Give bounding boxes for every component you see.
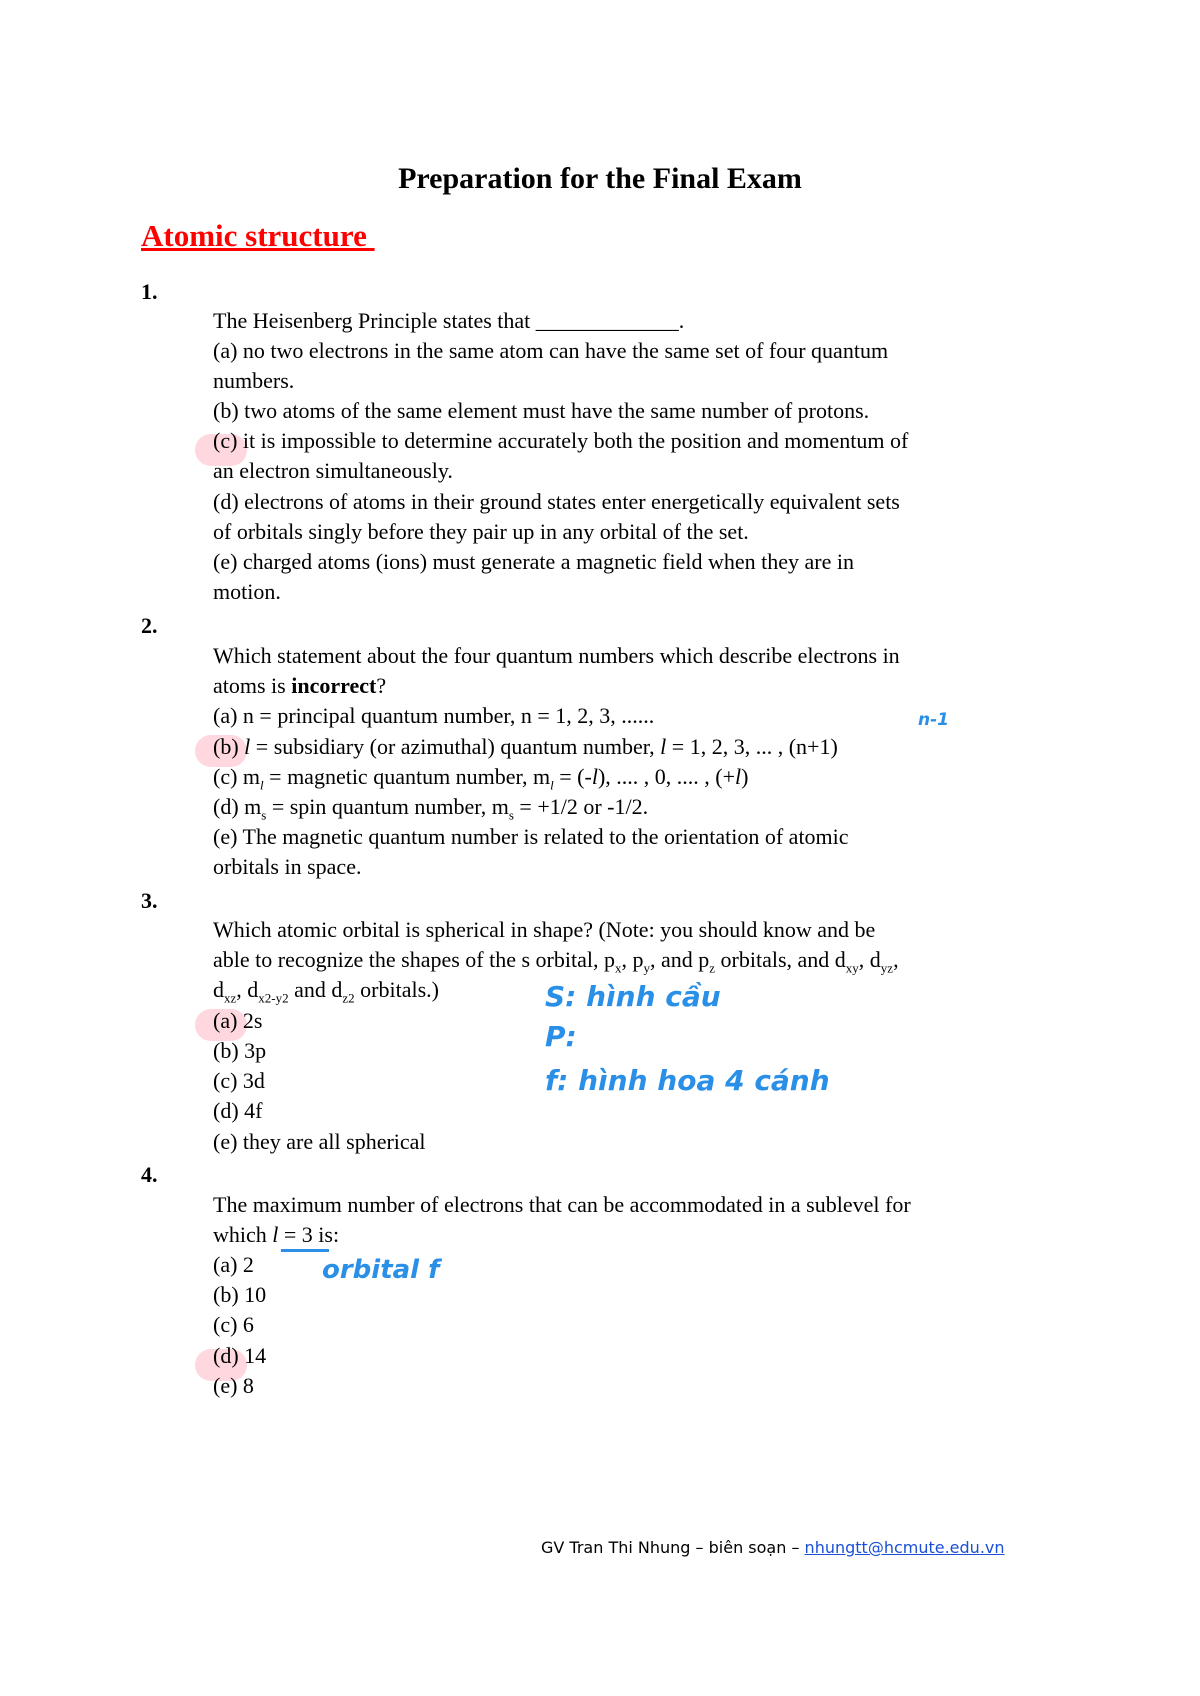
option-subscript: s — [508, 807, 514, 823]
stem-text: able to recognize the shapes of the s orbital, p — [213, 947, 615, 972]
question-stem: The maximum number of electrons that can be accommodated in a sublevel for — [213, 1192, 911, 1217]
stem-text: atoms is — [213, 673, 292, 698]
answer-option: (c) 6 — [213, 1312, 254, 1337]
answer-option: (a) 2s — [213, 1008, 263, 1033]
option-text: (c) m — [213, 764, 261, 789]
option-subscript: l — [550, 777, 554, 793]
answer-option: (d) electrons of atoms in their ground states enter energetically equivalent sets — [213, 489, 900, 514]
handwritten-note: orbital f — [322, 1255, 440, 1285]
stem-subscript: yz — [880, 960, 894, 976]
answer-option: (b) 10 — [213, 1282, 267, 1307]
answer-option: (e) charged atoms (ions) must generate a magnetic field when they are in — [213, 549, 855, 574]
stem-text: = 3 is: — [278, 1222, 340, 1247]
handwritten-note: S: hình cầu — [545, 980, 721, 1013]
stem-subscript: xz — [224, 990, 237, 1006]
answer-option: (b) two atoms of the same element must have the same number of protons. — [213, 398, 870, 423]
option-text: = spin quantum number, m — [266, 794, 509, 819]
answer-option: (b) 3p — [213, 1038, 267, 1063]
handwritten-note: P: — [545, 1020, 577, 1053]
stem-symbol: l — [272, 1222, 279, 1247]
answer-option: (e) they are all spherical — [213, 1129, 426, 1154]
answer-option: (a) n = principal quantum number, n = 1, 2, 3, ...... — [213, 703, 655, 728]
stem-text: , p — [621, 947, 644, 972]
option-text: = (- — [553, 764, 592, 789]
question-number: 4. — [141, 1162, 158, 1187]
stem-text: orbitals, and d — [715, 947, 846, 972]
stem-text: , and p — [649, 947, 710, 972]
stem-text: ? — [376, 673, 387, 698]
option-text: (d) m — [213, 794, 262, 819]
stem-subscript: z — [709, 960, 716, 976]
question-stem: Which statement about the four quantum numbers which describe electrons in — [213, 643, 900, 668]
option-text: = 1, 2, 3, ... , (n+1) — [666, 734, 838, 759]
option-symbol: l — [735, 764, 742, 789]
answer-option: (d) 4f — [213, 1098, 263, 1123]
answer-option: (e) 8 — [213, 1373, 254, 1398]
footer-text: GV Tran Thi Nhung – biên soạn – — [541, 1538, 805, 1557]
answer-option: of orbitals singly before they pair up in any orbital of the set. — [213, 519, 749, 544]
option-text: = magnetic quantum number, m — [263, 764, 551, 789]
stem-subscript: x — [614, 960, 622, 976]
option-subscript: s — [261, 807, 267, 823]
answer-option: numbers. — [213, 368, 295, 393]
answer-option: (e) The magnetic quantum number is related to the orientation of atomic — [213, 824, 849, 849]
stem-text: orbitals.) — [354, 977, 439, 1002]
answer-option: (a) no two electrons in the same atom can have the same set of four quantum — [213, 338, 889, 363]
option-symbol: l — [591, 764, 598, 789]
option-text: (b) — [213, 734, 245, 759]
question-number: 3. — [141, 888, 158, 913]
stem-text: which — [213, 1222, 273, 1247]
answer-option: (c) 3d — [213, 1068, 265, 1093]
stem-text: d — [213, 977, 224, 1002]
stem-subscript: z2 — [342, 990, 355, 1006]
question-number: 1. — [141, 279, 158, 304]
page-footer — [541, 1538, 1005, 1557]
answer-option: (c) it is impossible to determine accurately both the position and momentum of — [213, 428, 909, 453]
question-stem — [213, 1220, 339, 1250]
question-stem: Which atomic orbital is spherical in shape? (Note: you should know and be — [213, 917, 876, 942]
stem-text: and d — [288, 977, 343, 1002]
option-text: = +1/2 or -1/2. — [513, 794, 649, 819]
answer-option: motion. — [213, 579, 281, 604]
option-text: ), .... , 0, .... , (+ — [597, 764, 735, 789]
stem-text: , d — [858, 947, 881, 972]
stem-emphasis: incorrect — [291, 673, 377, 698]
option-symbol: l — [660, 734, 667, 759]
handwritten-note: n-1 — [918, 710, 949, 730]
option-subscript: l — [260, 777, 264, 793]
handwritten-underline — [281, 1249, 329, 1252]
option-text: = subsidiary (or azimuthal) quantum number, — [250, 734, 661, 759]
handwritten-note: f: hình hoa 4 cánh — [545, 1064, 830, 1097]
question-stem — [213, 671, 386, 701]
stem-subscript: y — [643, 960, 650, 976]
footer-email-link[interactable]: nhungtt@hcmute.edu.vn — [804, 1538, 1005, 1557]
stem-subscript: xy — [845, 960, 859, 976]
stem-text: , d — [236, 977, 259, 1002]
option-symbol: l — [244, 734, 251, 759]
answer-option — [213, 732, 838, 762]
answer-option: orbitals in space. — [213, 854, 362, 879]
answer-option: (a) 2 — [213, 1252, 254, 1277]
stem-text: , — [893, 947, 899, 972]
answer-option: (d) 14 — [213, 1343, 267, 1368]
page-title: Preparation for the Final Exam — [398, 162, 802, 195]
question-stem: The Heisenberg Principle states that _____________. — [213, 308, 685, 333]
option-text: ) — [741, 764, 749, 789]
section-heading: Atomic structure — [141, 218, 375, 253]
stem-subscript: x2-y2 — [258, 990, 289, 1006]
answer-option: an electron simultaneously. — [213, 458, 453, 483]
question-number: 2. — [141, 613, 158, 638]
